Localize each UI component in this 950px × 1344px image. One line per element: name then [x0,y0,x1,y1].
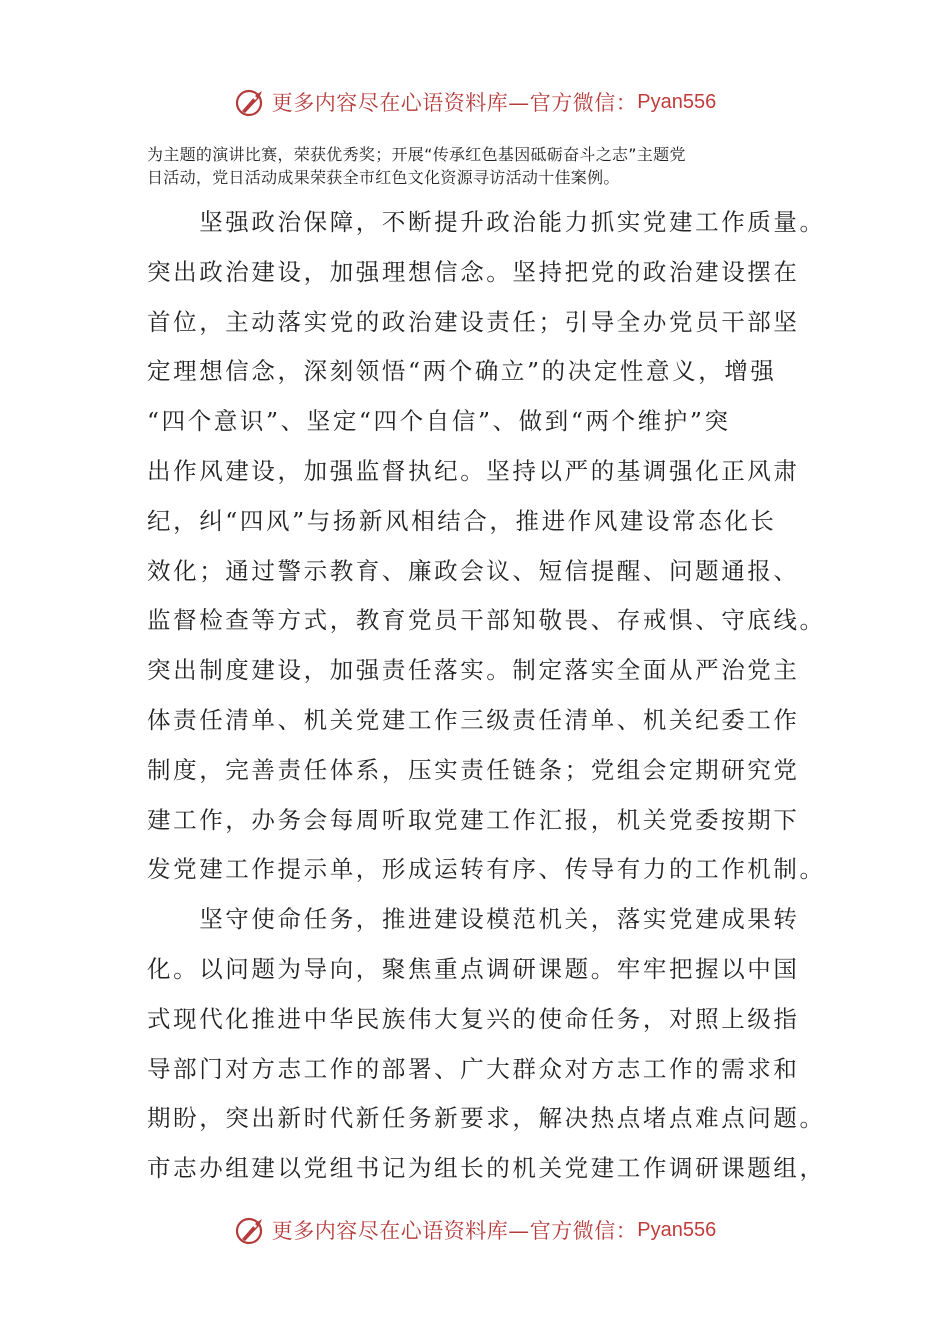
banner-text: 更多内容尽在心语资料库—官方微信： [271,91,638,115]
footer-banner [0,1210,950,1250]
wechat-id: Pyan556 [637,1218,717,1241]
text-line: 市志办组建以党组书记为组长的机关党建工作调研课题组， [147,1154,826,1183]
text-line: 突出制度建设，加强责任落实。制定落实全面从严治党主 [147,656,800,685]
text-line: 式现代化推进中华民族伟大复兴的使命任务，对照上级指 [147,1004,800,1033]
pen-nib-icon [234,1213,268,1247]
continued-paragraph [147,143,807,189]
text-line: 化。以问题为导向，聚焦重点调研课题。牢牢把握以中国 [147,954,800,983]
text-line: 效化；通过警示教育、廉政会议、短信提醒、问题通报、 [147,556,800,585]
text-line: “四个意识”、坚定“四个自信”、做到“两个维护”突 [147,407,731,436]
text-line: 纪，纠“四风”与扬新风相结合，推进作风建设常态化长 [147,506,777,535]
text-line: 制度，完善责任体系，压实责任链条；党组会定期研究党 [147,755,800,784]
header-banner [0,82,950,122]
body-text [147,198,826,1194]
text-line: 定理想信念，深刻领悟“两个确立”的决定性意义，增强 [147,357,777,386]
text-line: 坚强政治保障，不断提升政治能力抓实党建工作质量。 [147,208,826,236]
text-line: 发党建工作提示单，形成运转有序、传导有力的工作机制。 [147,855,826,884]
text-line: 日活动，党日活动成果荣获全市红色文化资源寻访活动十佳案例。 [147,168,620,187]
text-line: 体责任清单、机关党建工作三级责任清单、机关纪委工作 [147,705,800,734]
text-line: 期盼，突出新时代新任务新要求，解决热点堵点难点问题。 [147,1104,826,1133]
text-line: 突出政治建设，加强理想信念。坚持把党的政治建设摆在 [147,257,800,286]
text-line: 导部门对方志工作的部署、广大群众对方志工作的需求和 [147,1054,800,1083]
text-line: 坚守使命任务，推进建设模范机关，落实党建成果转 [147,905,800,934]
pen-nib-icon [234,85,268,119]
banner-text: 更多内容尽在心语资料库—官方微信： [271,1219,638,1243]
wechat-id: Pyan556 [637,90,717,113]
text-line: 建工作，办务会每周听取党建工作汇报，机关党委按期下 [147,805,800,834]
text-line: 为主题的演讲比赛，荣获优秀奖；开展“传承红色基因砥砺奋斗之志”主题党 [147,145,686,164]
text-line: 出作风建设，加强监督执纪。坚持以严的基调强化正风肃 [147,456,800,485]
text-line: 监督检查等方式，教育党员干部知敬畏、存戒惧、守底线。 [147,606,826,635]
text-line: 首位，主动落实党的政治建设责任；引导全办党员干部坚 [147,307,800,336]
